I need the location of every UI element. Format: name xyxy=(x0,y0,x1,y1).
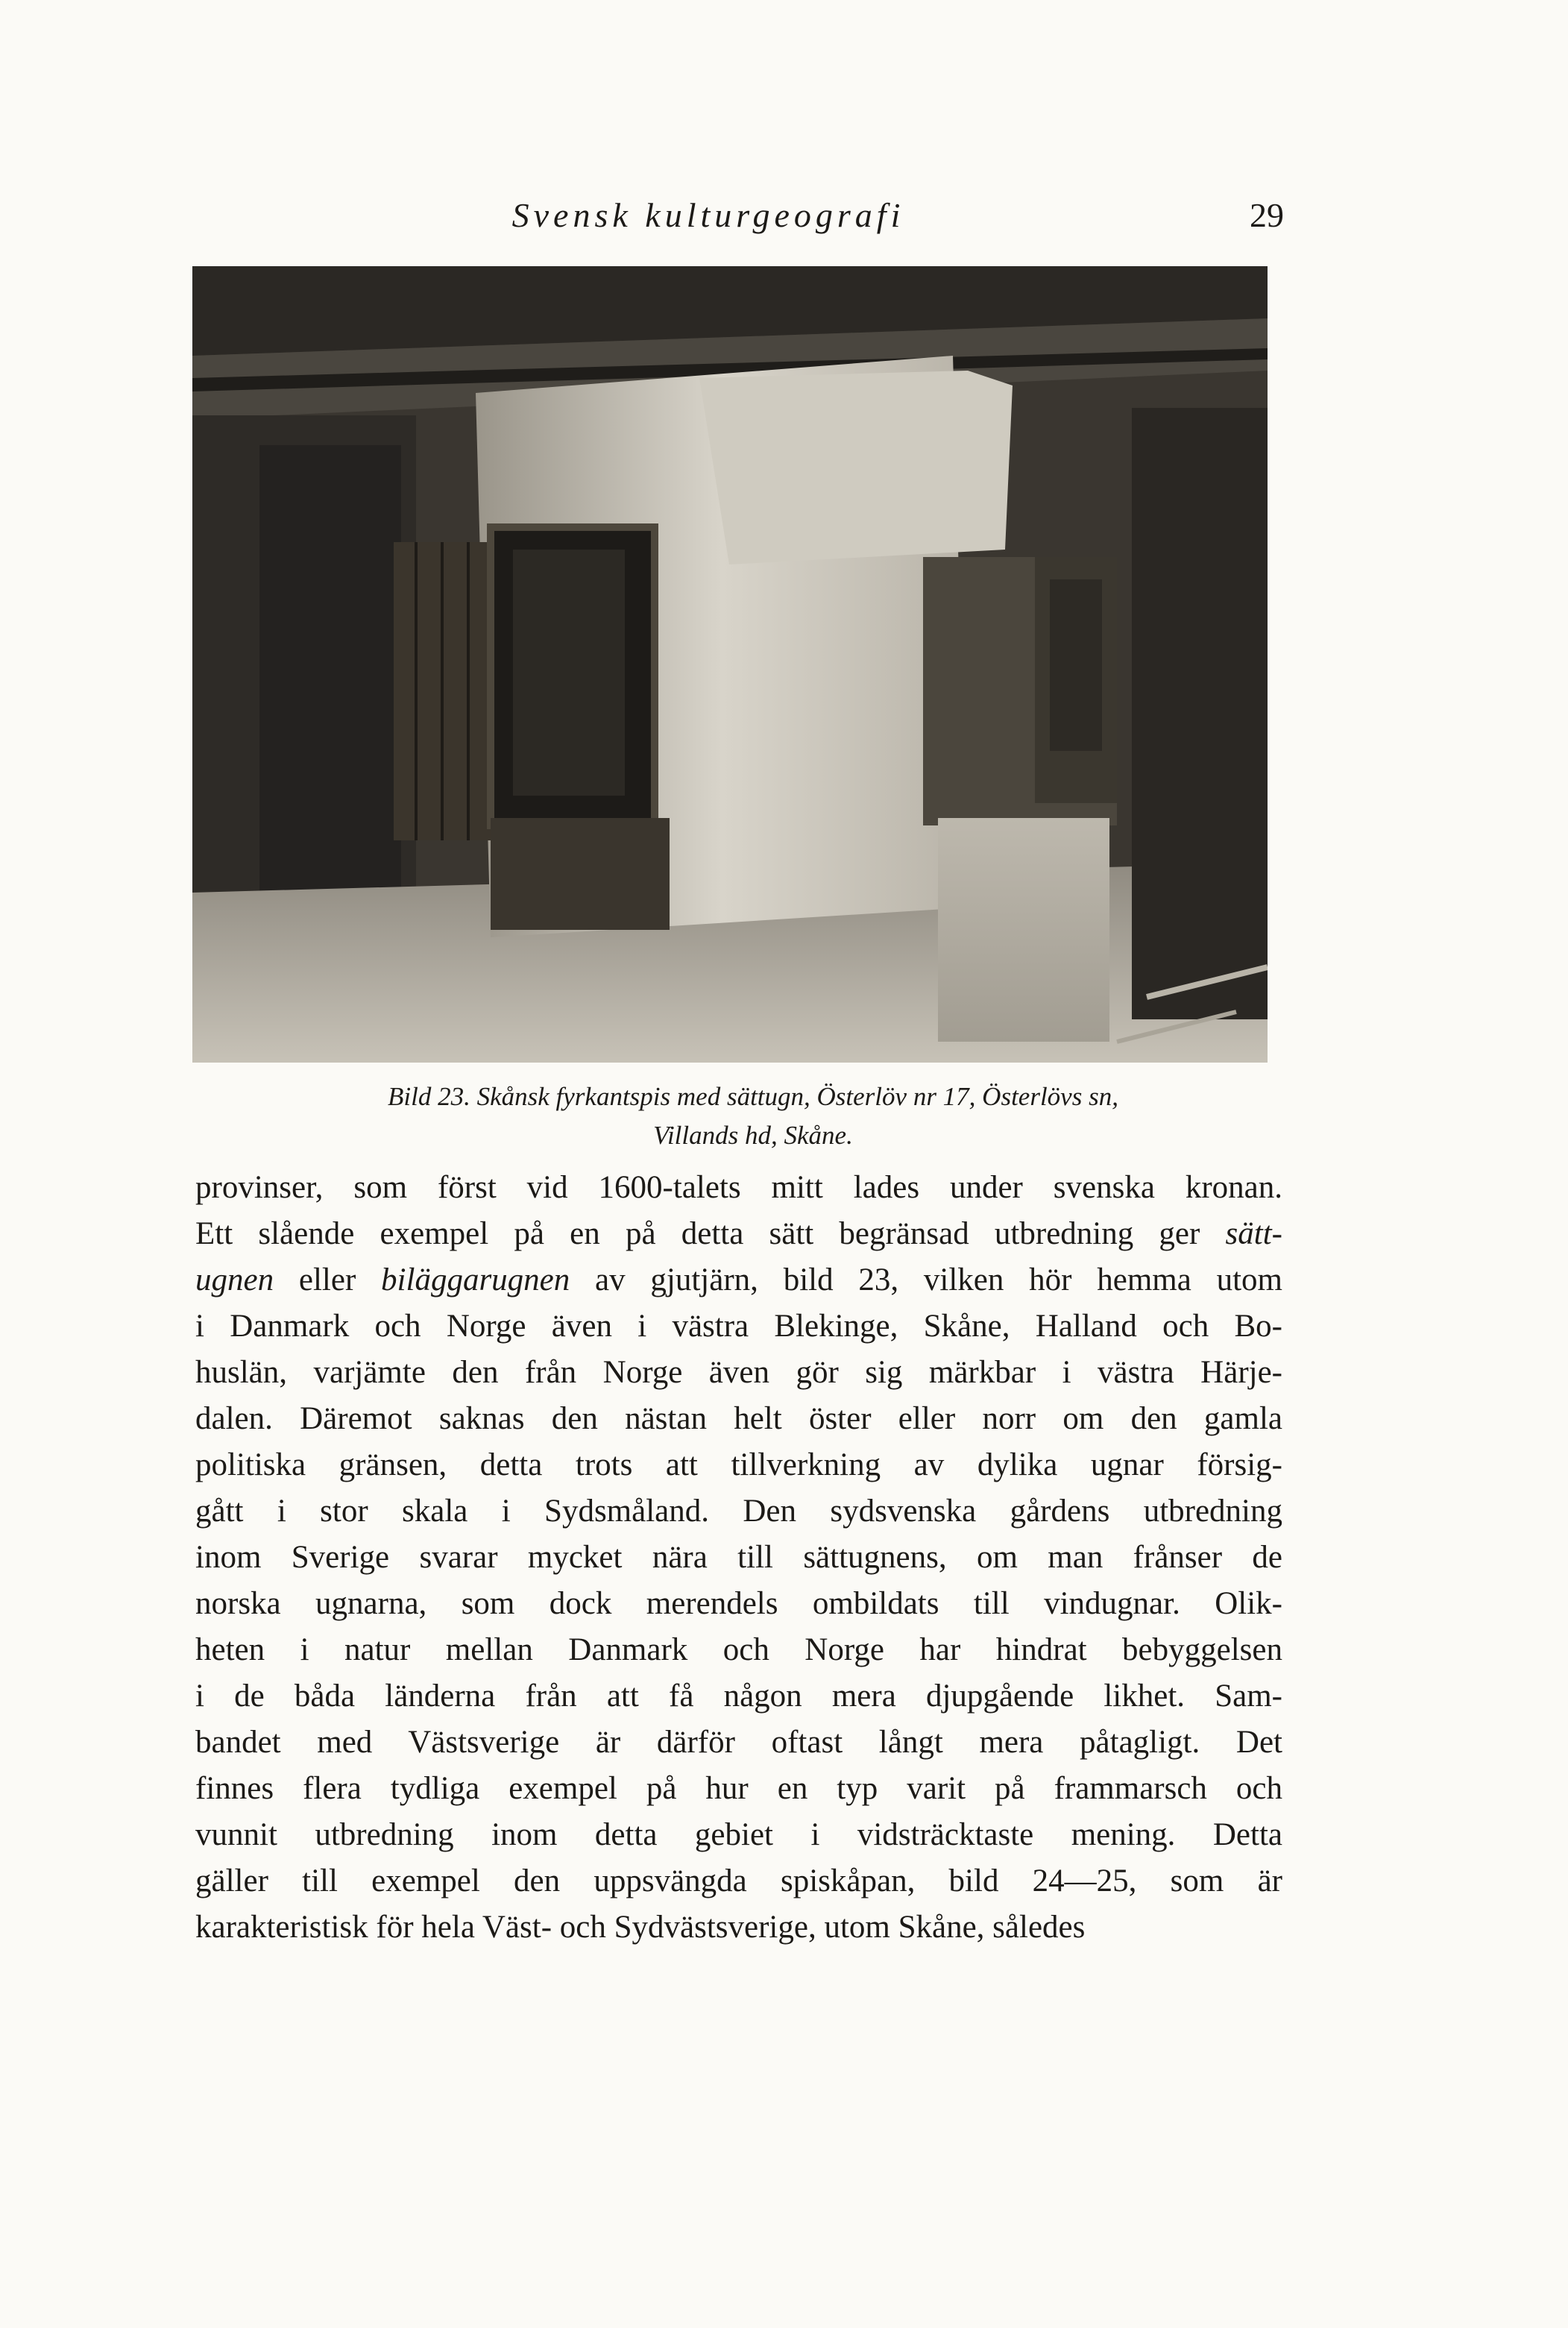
body-text-span: eller xyxy=(274,1262,382,1297)
body-line: bandet med Västsverige är därför oftast långt mera påtagligt. Det xyxy=(195,1725,1282,1760)
body-line: provinser, som först vid 1600-talets mitt lades under svenska kronan. xyxy=(195,1170,1282,1205)
caption-line: Bild 23. Skånsk fyrkantspis med sättugn, Österlöv nr 17, Österlövs sn, xyxy=(388,1082,1118,1111)
body-line xyxy=(195,1257,1282,1303)
body-line: inom Sverige svarar mycket nära till sättugnens, om man frånser de xyxy=(195,1540,1282,1575)
body-line: huslän, varjämte den från Norge även gör sig märkbar i västra Härje- xyxy=(195,1355,1282,1390)
body-line: gått i stor skala i Sydsmåland. Den sydsvenska gårdens utbredning xyxy=(195,1494,1282,1529)
page-number: 29 xyxy=(1250,196,1284,234)
figure-photo xyxy=(192,266,1268,1063)
body-line: dalen. Däremot saknas den nästan helt öster eller norr om den gamla xyxy=(195,1401,1282,1436)
body-line xyxy=(195,1211,1282,1257)
body-line: politiska gränsen, detta trots att tillverkning av dylika ugnar försig- xyxy=(195,1447,1282,1482)
body-line: heten i natur mellan Danmark och Norge har hindrat bebyggelsen xyxy=(195,1632,1282,1667)
body-text xyxy=(195,1165,1282,1951)
italic-term: ugnen xyxy=(195,1262,274,1297)
body-line: vunnit utbredning inom detta gebiet i vidsträcktaste mening. Detta xyxy=(195,1817,1282,1852)
italic-term: sätt- xyxy=(1225,1216,1282,1251)
fireplace-photo-illustration xyxy=(192,266,1268,1063)
body-line: i Danmark och Norge även i västra Blekinge, Skåne, Halland och Bo- xyxy=(195,1309,1282,1344)
italic-term: biläggarugnen xyxy=(381,1262,570,1297)
body-text-span: av gjutjärn, bild 23, vilken hör hemma utom xyxy=(570,1262,1282,1297)
body-line: karakteristisk för hela Väst- och Sydvästsverige, utom Skåne, således xyxy=(195,1910,1086,1945)
body-line: norska ugnarna, som dock merendels ombildats till vindugnar. Olik- xyxy=(195,1586,1282,1621)
running-title: Svensk kulturgeografi xyxy=(511,196,905,234)
figure-caption xyxy=(224,1078,1282,1155)
body-text-span: Ett slående exempel på en på detta sätt begränsad utbredning ger xyxy=(195,1216,1226,1251)
caption-line: Villands hd, Skåne. xyxy=(653,1121,853,1150)
body-line: finnes flera tydliga exempel på hur en typ varit på frammarsch och xyxy=(195,1771,1282,1806)
body-line: gäller till exempel den uppsvängda spiskåpan, bild 24—25, som är xyxy=(195,1863,1282,1898)
body-line: i de båda länderna från att få någon mera djupgående likhet. Sam- xyxy=(195,1679,1282,1714)
